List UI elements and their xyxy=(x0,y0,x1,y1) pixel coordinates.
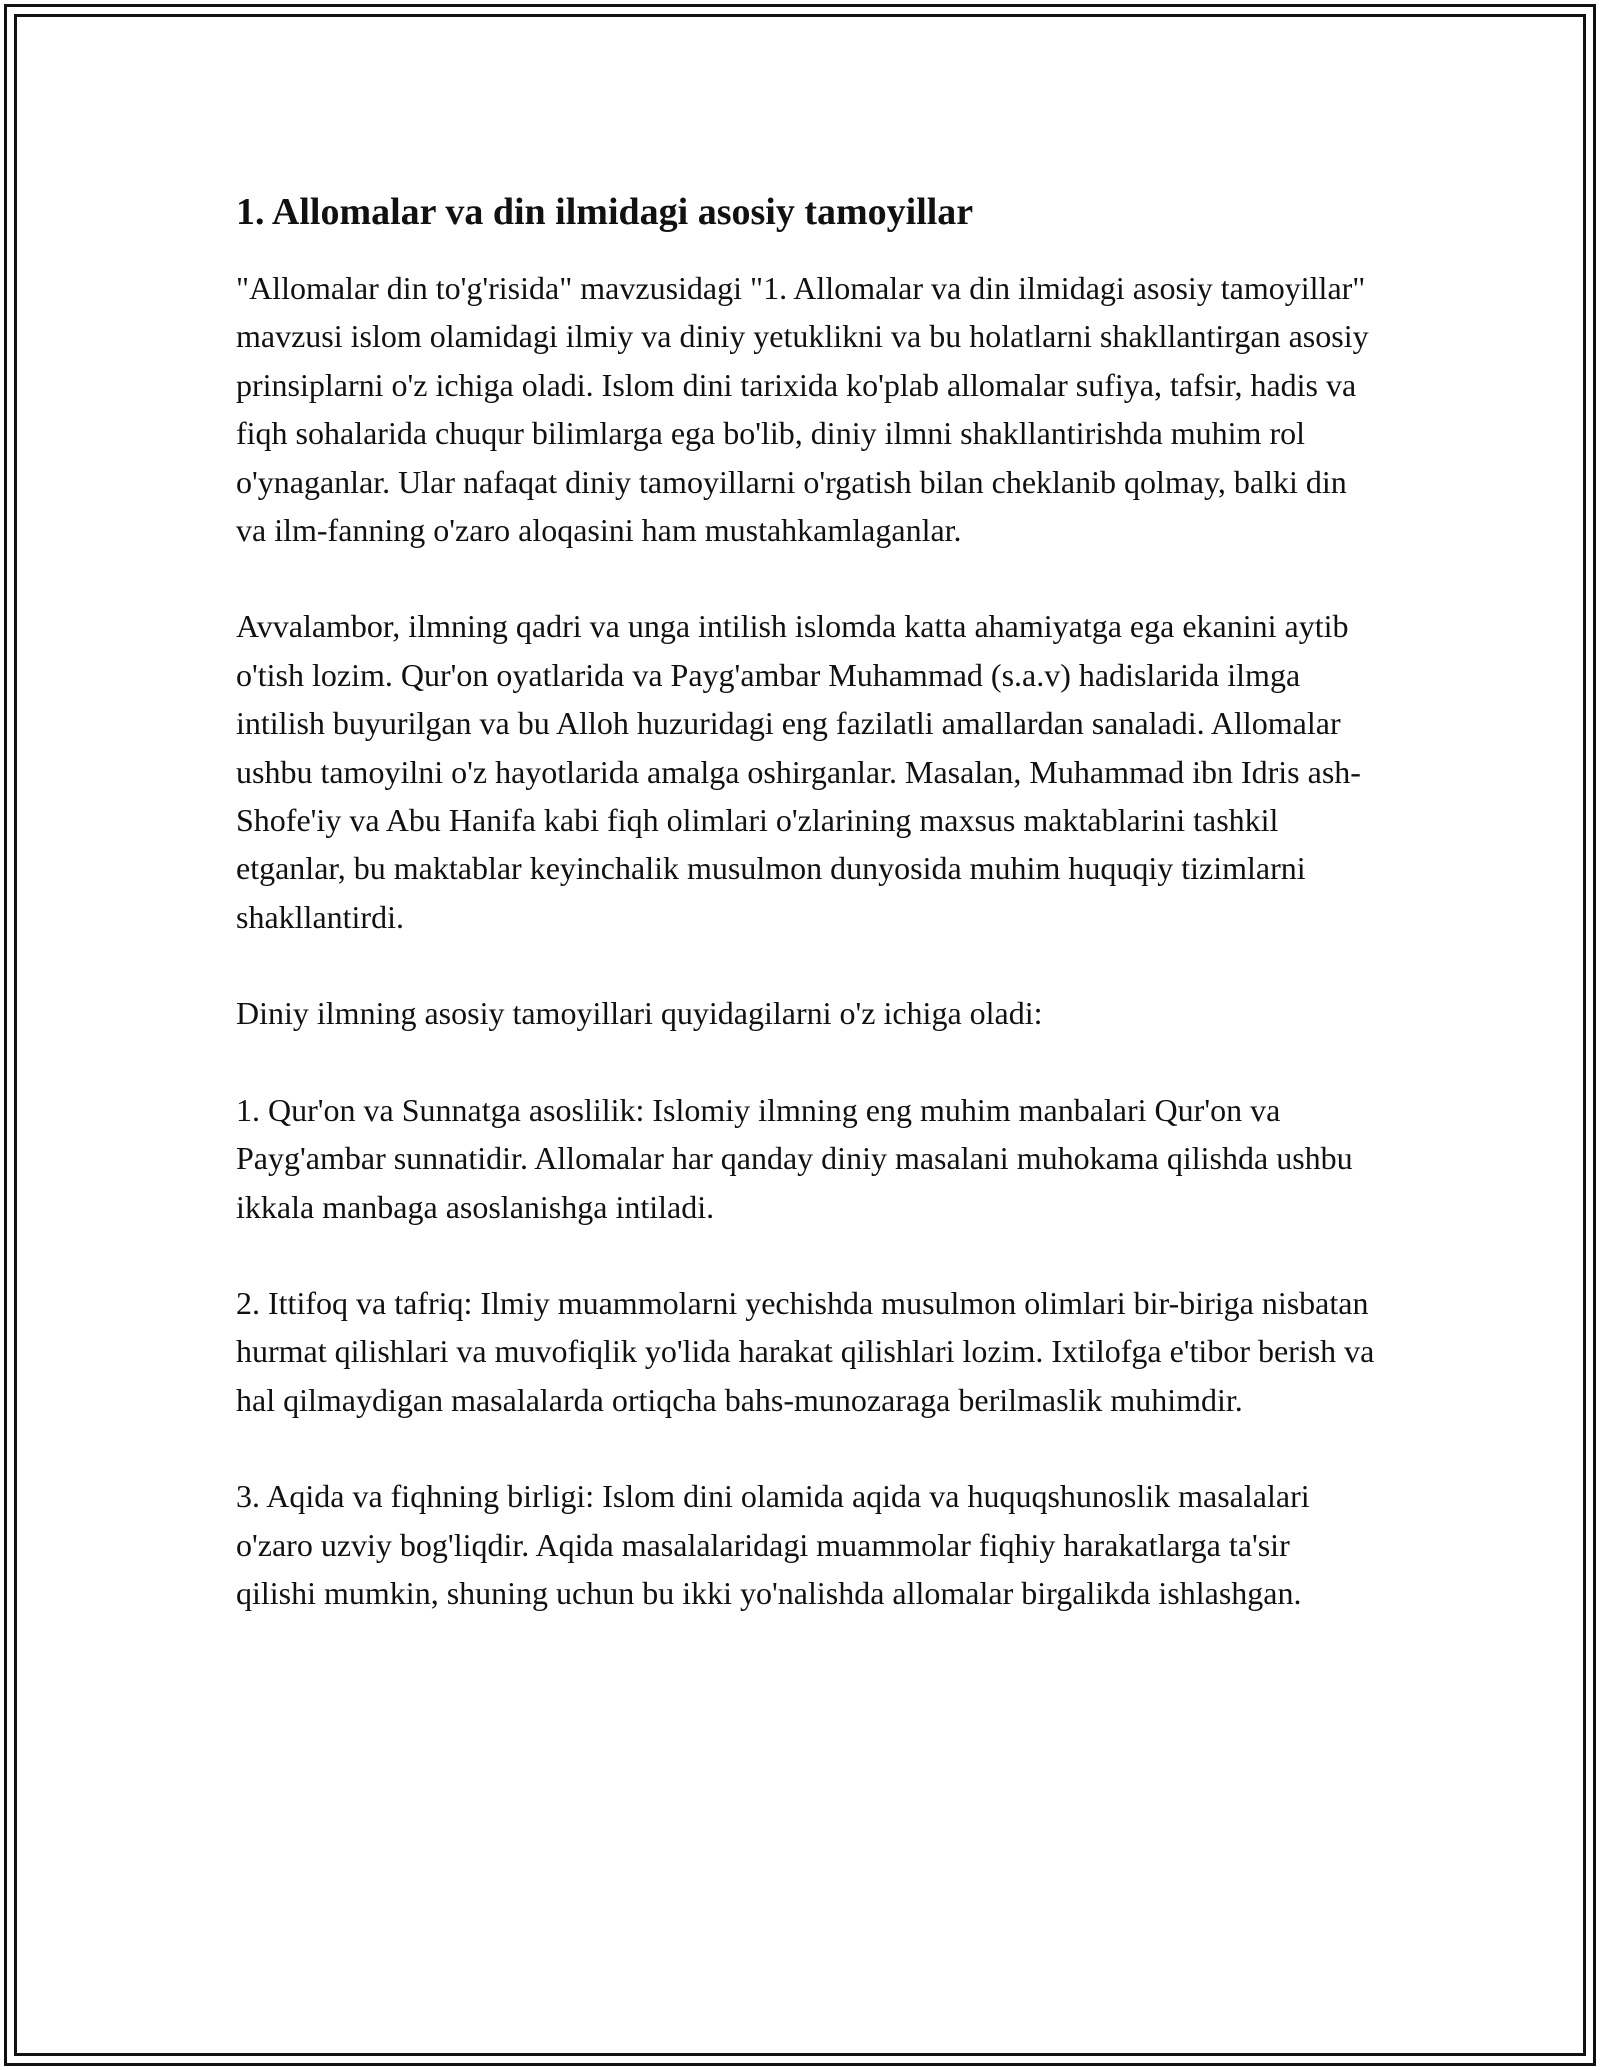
document-title: 1. Allomalar va din ilmidagi asosiy tamoyillar xyxy=(236,191,974,233)
principle-item-1: 1. Qur'on va Sunnatga asoslilik: Islomiy ilmning eng muhim manbalari Qur'on va Payg'ambar sunnatidir. Allomalar har qanday diniy masalani muhokama qilishda ushbu ikkala manbaga asoslanishga intiladi. xyxy=(236,1091,1353,1225)
paragraph-importance-of-knowledge: Avvalambor, ilmning qadri va unga intilish islomda katta ahamiyatga ega ekanini aytib o'tish lozim. Qur'on oyatlarida va Payg'ambar Muhammad (s.a.v) hadislarida ilmga intilish buyurilgan va bu Alloh huzuridagi eng fazilatli amallardan sanaladi. Allomalar ushbu tamoyilni o'z hayotlarida amalga oshirganlar. Masalan, Muhammad ibn Idris ash-Shofe'iy va Abu Hanifa kabi fiqh olimlari o'zlarining maxsus maktablarini tashkil etganlar, bu maktablar keyinchalik musulmon dunyosida muhim huquqiy tizimlarni shakllantirdi. xyxy=(236,608,1361,935)
paragraph-intro: "Allomalar din to'g'risida" mavzusidagi "1. Allomalar va din ilmidagi asosiy tamoyillar" mavzusi islom olamidagi ilmiy va diniy yetuklikni va bu holatlarni shakllantirgan asosiy prinsiplarni o'z ichiga oladi. Islom dini tarixida ko'plab allomalar sufiya, tafsir, hadis va fiqh sohalarida chuqur bilimlarga ega bo'lib, diniy ilmni shakllantirishda muhim rol o'ynaganlar. Ular nafaqat diniy tamoyillarni o'rgatish bilan cheklanib qolmay, balki din va ilm-fanning o'zaro aloqasini ham mustahkamlaganlar. xyxy=(236,270,1369,549)
principle-item-3: 3. Aqida va fiqhning birligi: Islom dini olamida aqida va huquqshunoslik masalalari o'zaro uzviy bog'liqdir. Aqida masalalaridagi muammolar fiqhiy harakatlarga ta'sir qilishi mumkin, shuning uchun bu ikki yo'nalishda allomalar birgalikda ishlashgan. xyxy=(236,1478,1310,1611)
principle-item-2: 2. Ittifoq va tafriq: Ilmiy muammolarni yechishda musulmon olimlari bir-biriga nisbatan hurmat qilishlari va muvofiqlik yo'lida harakat qilishlari lozim. Ixtilofga e'tibor berish va hal qilmaydigan masalalarda ortiqcha bahs-munozaraga berilmaslik muhimdir. xyxy=(236,1284,1375,1418)
document-body xyxy=(236,186,1376,1617)
paragraph-principles-lead: Diniy ilmning asosiy tamoyillari quyidagilarni o'z ichiga oladi: xyxy=(236,995,1043,1032)
